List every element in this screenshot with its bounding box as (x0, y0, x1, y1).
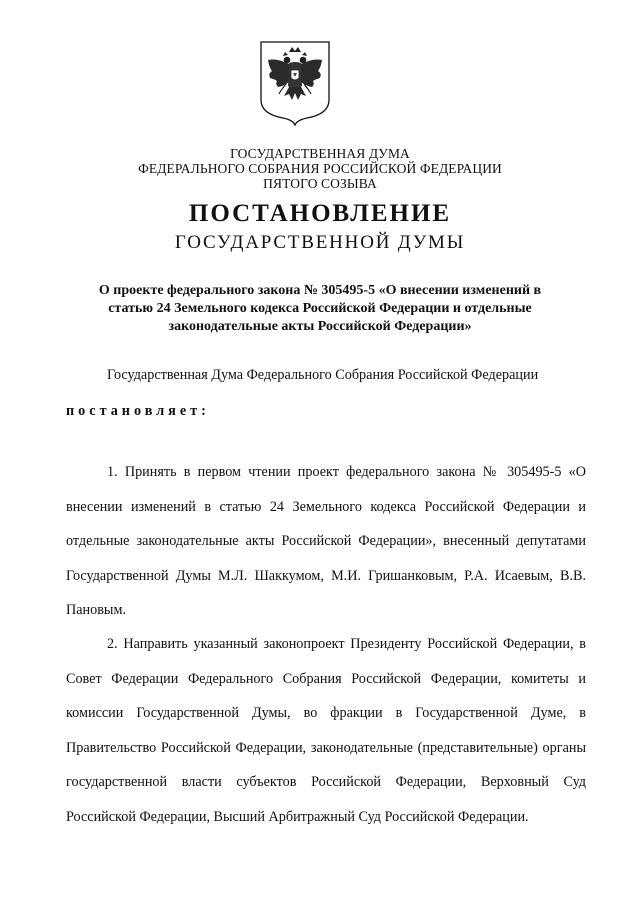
emblem-wing-right (301, 60, 322, 88)
header-line-federal-assembly: ФЕДЕРАЛЬНОГО СОБРАНИЯ РОССИЙСКОЙ ФЕДЕРАЦИИ (138, 161, 502, 176)
header-line-state-duma: ГОСУДАРСТВЕННАЯ ДУМА (230, 146, 410, 161)
resolves-line: постановляет: (66, 403, 210, 419)
header-line-convocation: ПЯТОГО СОЗЫВА (263, 176, 377, 191)
resolution-item-2: 2. Направить указанный законопроект Президенту Российской Федерации, в Совет Федерации Федерального Собрания Российской Федерации, комитеты и комиссии Государственной Думы, во фракции в Государственной Думе, в Правительство Российской Федерации, законодательные (представительные) органы государственной власти субъектов Российской Федерации, Верховный Суд Российской Федерации, Высший Арбитражный Суд Российской Федерации. (66, 636, 586, 825)
emblem-crown (289, 47, 301, 52)
russian-coat-of-arms-icon (259, 40, 331, 126)
document-title: ПОСТАНОВЛЕНИЕ (188, 200, 452, 227)
intro-paragraph: Государственная Дума Федерального Собрания Российской Федерации (107, 367, 539, 383)
resolution-item-1: 1. Принять в первом чтении проект федерального закона № 305495-5 «О внесении изменений в статью 24 Земельного кодекса Российской Федерации и отдельные законодательные акты Российской Федерации», внесенный депутатами Государственной Думы М.Л. Шаккумом, М.И. Гришанковым, Р.А. Исаевым, В.В. Пановым. (66, 464, 586, 618)
document-subject: О проекте федерального закона № 305495-5 «О внесении изменений в статью 24 Земельного кодекса Российской Федерации и отдельные законодательные акты Российской Федерации» (98, 283, 542, 334)
emblem-wing-left (268, 60, 289, 88)
document-subtitle: ГОСУДАРСТВЕННОЙ ДУМЫ (174, 232, 466, 253)
